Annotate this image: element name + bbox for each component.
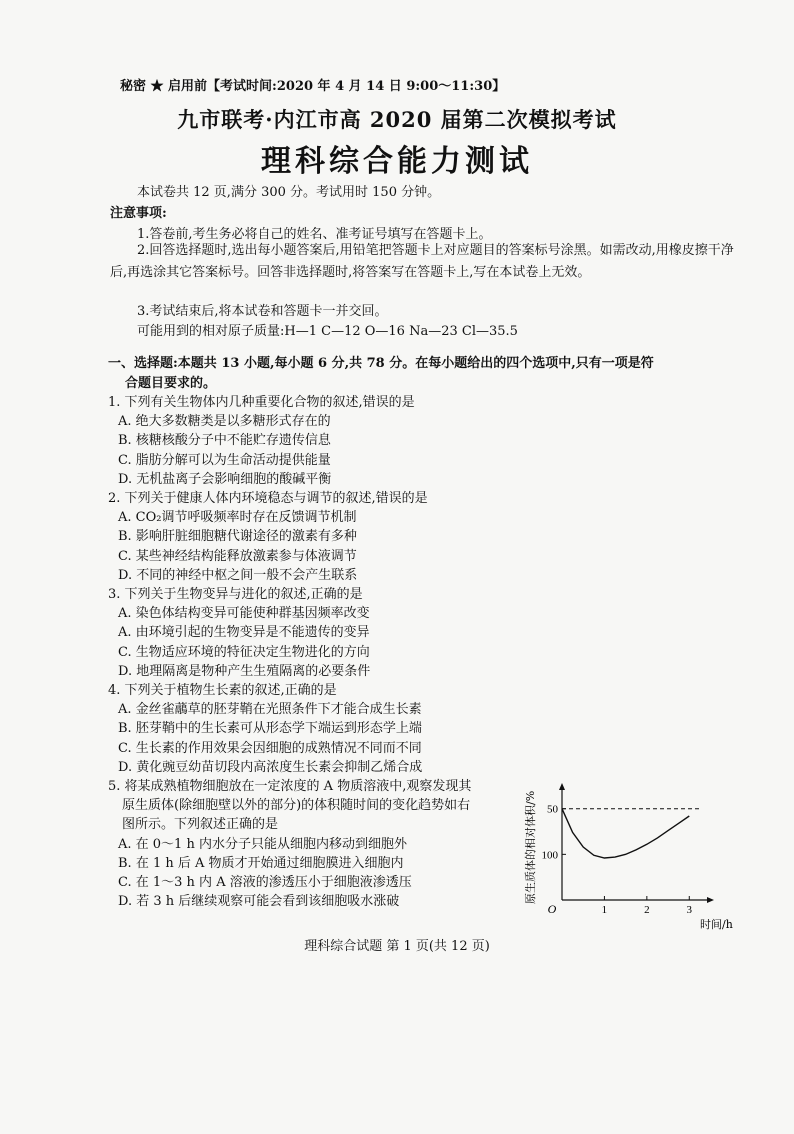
question-option: B. 核糖核酸分子中不能贮存遗传信息 <box>118 433 331 449</box>
exam-subject-title: 理科综合能力测试 <box>261 144 533 179</box>
question-option: B. 在 1 h 后 A 物质才开始通过细胞膜进入细胞内 <box>118 855 404 871</box>
section-heading-line2: 合题目要求的。 <box>125 376 217 391</box>
question-option: D. 无机盐离子会影响细胞的酸碱平衡 <box>118 471 332 487</box>
question-option: D. 不同的神经中枢之间一般不会产生联系 <box>118 567 358 583</box>
question-stem: 图所示。下列叙述正确的是 <box>122 817 279 833</box>
atomic-masses: 可能用到的相对原子质量:H—1 C—12 O—16 Na—23 Cl—35.5 <box>137 324 518 339</box>
notes-heading: 注意事项: <box>110 206 167 221</box>
question-stem: 2. 下列关于健康人体内环境稳态与调节的叙述,错误的是 <box>108 491 428 506</box>
exam-title: 九市联考·内江市高 2020 届第二次模拟考试 <box>177 107 617 132</box>
question-stem: 5. 将某成熟植物细胞放在一定浓度的 A 物质溶液中,观察发现其 <box>108 779 472 794</box>
origin-label: O <box>547 902 557 916</box>
question-option: C. 脂肪分解可以为生命活动提供能量 <box>118 452 331 468</box>
y-axis-arrow <box>559 783 565 790</box>
question-stem: 3. 下列关于生物变异与进化的叙述,正确的是 <box>108 587 363 602</box>
x-axis-arrow <box>707 897 714 903</box>
question-option: D. 若 3 h 后继续观察可能会看到该细胞吸水涨破 <box>118 894 400 910</box>
note-3: 3.考试结束后,将本试卷和答题卡一并交回。 <box>137 304 388 319</box>
volume-time-chart <box>520 780 733 940</box>
question-option: C. 生长素的作用效果会因细胞的成熟情况不同而不同 <box>118 740 422 756</box>
question-option: C. 某些神经结构能释放激素参与体液调节 <box>118 548 357 564</box>
section-heading-line1: 一、选择题:本题共 13 小题,每小题 6 分,共 78 分。在每小题给出的四个选项中,只有一项是符 <box>108 356 654 371</box>
question-option: B. 影响肝脏细胞糖代谢途径的激素有多种 <box>118 529 357 545</box>
question-option: A. 由环境引起的生物变异是不能遗传的变异 <box>118 625 370 641</box>
y-axis-label: 原生质体的相对体积/% <box>524 790 537 904</box>
x-axis-label: 时间/h <box>700 918 733 931</box>
y-tick-label: 100 <box>541 849 558 862</box>
question-option: A. 绝大多数糖类是以多糖形式存在的 <box>118 414 331 430</box>
page-footer: 理科综合试题 第 1 页(共 12 页) <box>304 939 490 954</box>
question-option: B. 胚芽鞘中的生长素可从形态学下端运到形态学上端 <box>118 721 422 737</box>
volume-curve <box>562 809 689 858</box>
question-stem: 原生质体(除细胞壁以外的部分)的体积随时间的变化趋势如右 <box>122 798 471 814</box>
exam-secret-line: 秘密 ★ 启用前【考试时间:2020 年 4 月 14 日 9:00～11:30】 <box>120 79 506 94</box>
question-option: C. 在 1～3 h 内 A 溶液的渗透压小于细胞液渗透压 <box>118 875 412 890</box>
exam-info: 本试卷共 12 页,满分 300 分。考试用时 150 分钟。 <box>137 185 441 200</box>
question-stem: 4. 下列关于植物生长素的叙述,正确的是 <box>108 683 337 698</box>
question-option: D. 地理隔离是物种产生生殖隔离的必要条件 <box>118 663 371 679</box>
x-tick-label: 1 <box>601 904 608 916</box>
x-tick-label: 3 <box>686 904 693 916</box>
question-option: C. 生物适应环境的特征决定生物进化的方向 <box>118 644 370 660</box>
question-option: A. CO₂调节呼吸频率时存在反馈调节机制 <box>118 510 357 526</box>
note-2: 2.回答选择题时,选出每小题答案后,用铅笔把答题卡上对应题目的答案标号涂黑。如需改动,用橡皮擦干净后,再选涂其它答案标号。回答非选择题时,将答案写在答题卡上,写在本试卷上无效。 <box>110 243 734 280</box>
question-option: A. 金丝雀虉草的胚芽鞘在光照条件下才能合成生长素 <box>118 702 422 718</box>
x-tick-label: 2 <box>644 904 650 916</box>
y-tick-label: 50 <box>547 803 558 816</box>
question-option: D. 黄化豌豆幼苗切段内高浓度生长素会抑制乙烯合成 <box>118 759 423 775</box>
note-1: 1.答卷前,考生务必将自己的姓名、准考证号填写在答题卡上。 <box>137 227 492 242</box>
question-stem: 1. 下列有关生物体内几种重要化合物的叙述,错误的是 <box>108 395 415 410</box>
question-option: A. 在 0～1 h 内水分子只能从细胞内移动到细胞外 <box>118 836 407 852</box>
question-option: A. 染色体结构变异可能使种群基因频率改变 <box>118 606 370 622</box>
